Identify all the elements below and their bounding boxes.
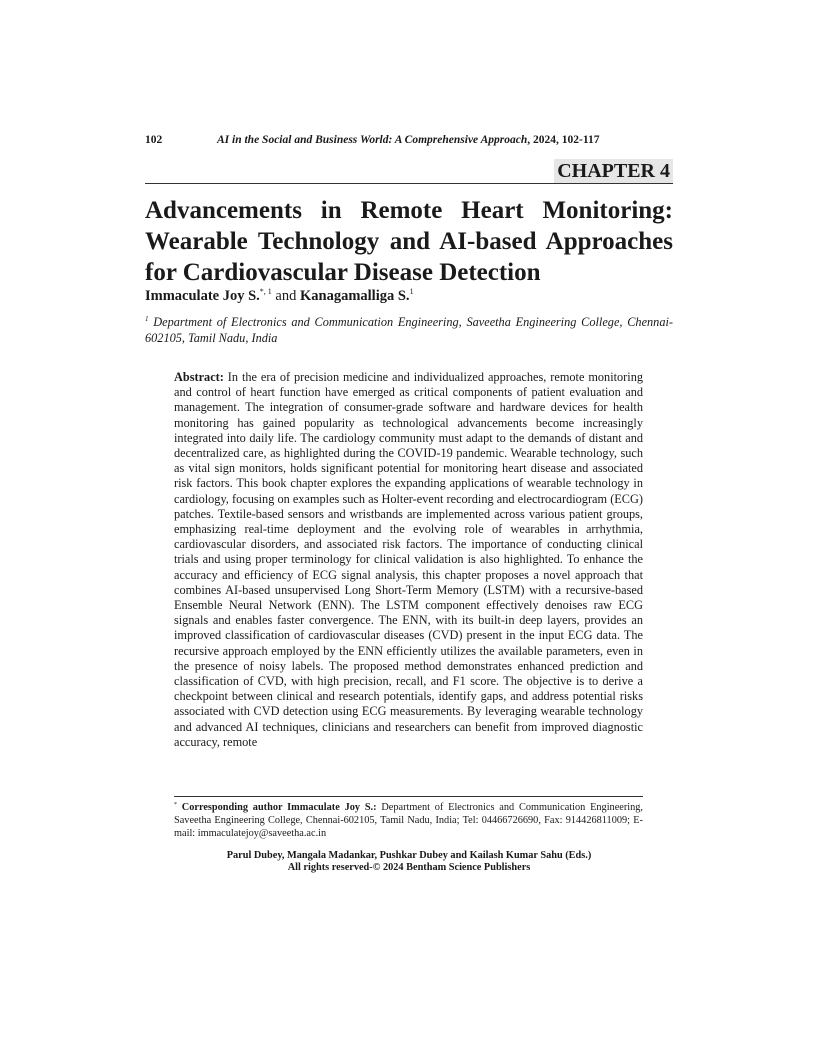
year-pages: , 2024, 102-117 bbox=[527, 134, 600, 146]
footnote bbox=[174, 799, 643, 840]
affiliation-text: Department of Electronics and Communication Engineering, Saveetha Engineering College, Chennai-602105, Tamil Nadu, India bbox=[145, 315, 673, 345]
footnote-text: Department of Electronics and Communication Engineering, Saveetha Engineering College, Chennai-602105, Tamil Nadu, India; Tel: 04466726690, Fax: 914426811009; E-mail: immaculatejoy@saveetha.ac.in bbox=[174, 802, 644, 839]
copyright-line: All rights reserved-© 2024 Bentham Science Publishers bbox=[287, 862, 531, 873]
abstract-label: Abstract: bbox=[174, 370, 224, 384]
author-name: Immaculate Joy S. bbox=[145, 288, 260, 304]
author-affiliation-marks: *, 1 bbox=[259, 287, 272, 296]
chapter-title: Advancements in Remote Heart Monitoring: Wearable Technology and AI-based Approaches for Cardiovascular Disease Detection bbox=[145, 197, 673, 286]
author-connector: and bbox=[271, 288, 300, 304]
editors-block bbox=[145, 850, 673, 874]
footnote-mark: * bbox=[174, 802, 177, 808]
affiliation bbox=[145, 311, 673, 346]
author-name: Kanagamalliga S. bbox=[299, 288, 410, 304]
author-affiliation-marks: 1 bbox=[409, 287, 414, 296]
running-title bbox=[217, 134, 599, 146]
chapter-heading-row bbox=[145, 159, 673, 184]
chapter-label: CHAPTER 4 bbox=[554, 159, 673, 183]
abstract bbox=[174, 370, 643, 750]
author-line bbox=[145, 287, 673, 305]
abstract-text: In the era of precision medicine and individualized approaches, remote monitoring and control of heart function have emerged as critical components of patient evaluation and management. The integration of consumer-grade software and hardware devices for health monitoring has gained popularity as technological advancements become increasingly integrated into daily life. The cardiology community must adapt to the demands of distant and decentralized care, as highlighted during the COVID-19 pandemic. Wearable technology, such as vital sign monitors, holds significant potential for monitoring heart disease and associated risk factors. This book chapter explores the expanding applications of wearable technology in cardiology, focusing on examples such as Holter-event recording and electrocardiogram (ECG) patches. Textile-based sensors and wristbands are implemented across various patient groups, emphasizing real-time deployment and the evolving role of wearables in arrhythmia, cardiovascular disorders, and associated risk factors. The importance of conducting clinical trials and using proper terminology for clinical validation is also highlighted. To enhance the accuracy and efficiency of ECG signal analysis, this chapter proposes a novel approach that combines AI-based unsupervised Long Short-Term Memory (LSTM) with a recursive-based Ensemble Neural Network (ENN). The LSTM component effectively denoises raw ECG signals and enables faster convergence. The ENN, with its built-in deep layers, provides an improved classification of cardiovascular diseases (CVD) present in the input ECG data. The recursive approach employed by the ENN efficiently utilizes the available parameters, even in the presence of noisy labels. The proposed method demonstrates enhanced prediction and classification of CVD, with high precision, recall, and F1 score. The objective is to derive a checkpoint between clinical and research potentials, identify gaps, and address potential risks associated with CVD detection using ECG measurements. By leveraging wearable technology and advanced AI techniques, clinicians and researchers can benefit from improved diagnostic accuracy, remote bbox=[174, 370, 643, 749]
footnote-divider bbox=[174, 796, 643, 797]
page-number: 102 bbox=[145, 134, 163, 146]
footnote-label: Corresponding author Immaculate Joy S.: bbox=[177, 802, 377, 813]
editors-line: Parul Dubey, Mangala Madankar, Pushkar Dubey and Kailash Kumar Sahu (Eds.) bbox=[226, 850, 592, 861]
book-title: AI in the Social and Business World: A Comprehensive Approach bbox=[217, 134, 528, 146]
affiliation-mark: 1 bbox=[145, 315, 149, 323]
